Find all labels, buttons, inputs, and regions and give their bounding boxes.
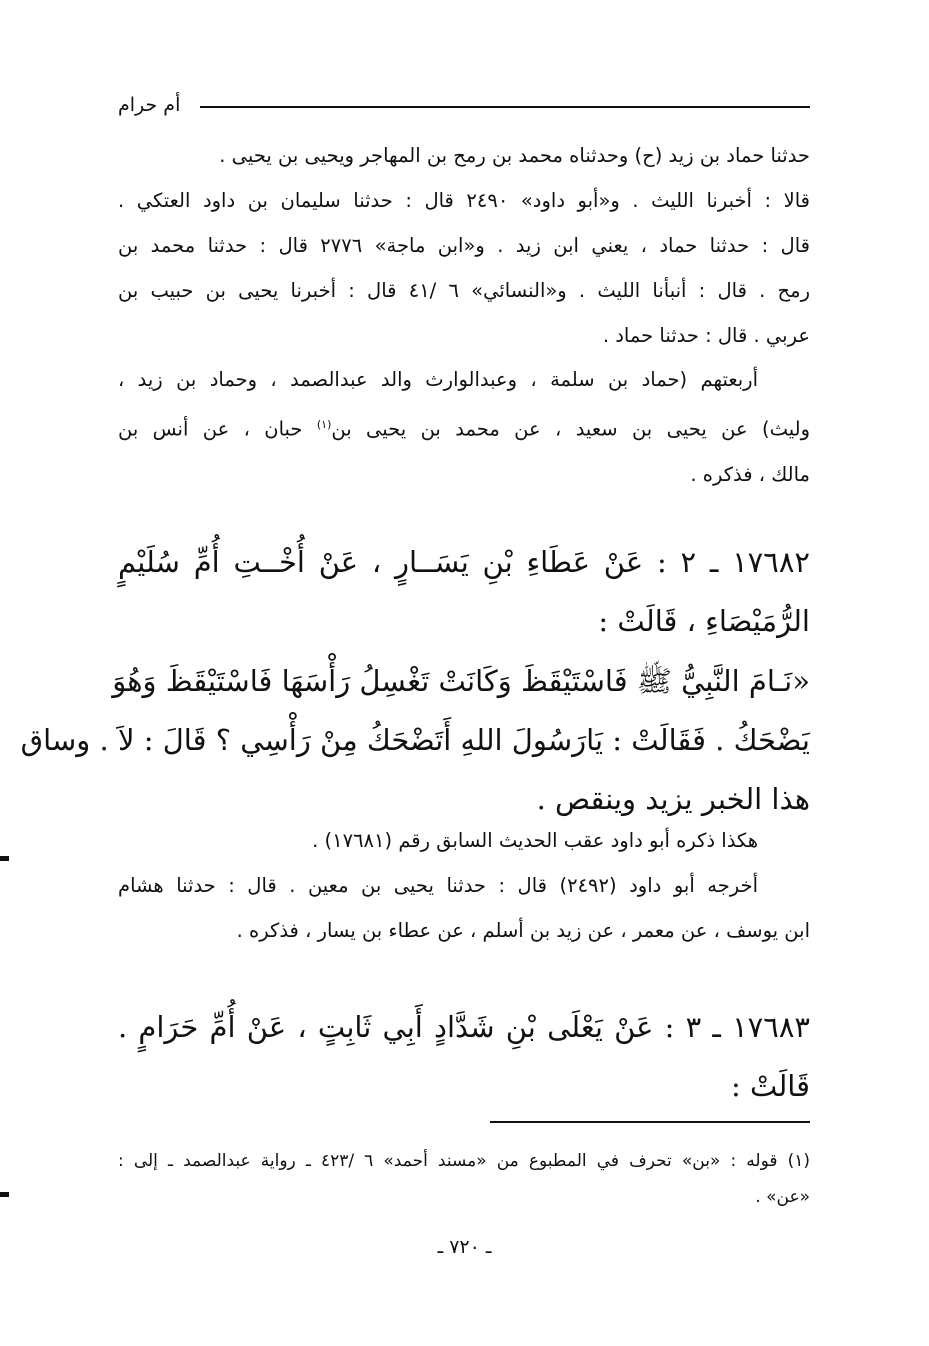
text-line (118, 402, 810, 452)
margin-mark (0, 856, 9, 861)
hadith-heading-17683 (118, 998, 810, 1116)
footnote-line: «عن» . (755, 1187, 810, 1207)
margin-mark (0, 1192, 9, 1197)
text-line: عربي . قال : حدثنا حماد . (602, 324, 810, 347)
hadith-heading-line: ١٧٦٨٢ ـ ٢ : عَنْ عَطَاءِ بْنِ يَسَــارٍ ، عَنْ أُخْــتِ أُمِّ سُلَيْمٍ (118, 545, 810, 579)
footnote-line: (١) قوله : «بن» تحرف في المطبوع من «مسند أحمد» ٦ /٤٢٣ ـ رواية عبدالصمد ـ إلى : (118, 1151, 810, 1171)
header-rule (200, 106, 810, 108)
text-line: حدثنا حماد بن زيد (ح) وحدثناه محمد بن رمح بن المهاجر ويحيى بن يحيى . (219, 144, 810, 167)
footnote (118, 1143, 810, 1215)
isnad-paragraph-2 (118, 357, 810, 497)
text-line: قال : حدثنا حماد ، يعني ابن زيد . و«ابن ماجة» ٢٧٧٦ قال : حدثنا محمد بن (118, 234, 810, 257)
text-segment: حبان ، عن أنس بن (118, 417, 303, 441)
text-line: أخرجه أبو داود (٢٤٩٢) قال : حدثنا يحيى بن معين . قال : حدثنا هشام (118, 874, 758, 897)
footnote-marker: (١) (316, 418, 332, 431)
hadith-heading-line: قَالَتْ : (731, 1069, 810, 1103)
text-line: أربعتهم (حماد بن سلمة ، وعبدالوارث والد عبدالصمد ، وحماد بن زيد ، (118, 368, 758, 391)
text-line: قالا : أخبرنا الليث . و«أبو داود» ٢٤٩٠ قال : حدثنا سليمان بن داود العتكي . (118, 189, 810, 212)
isnad-paragraph-1 (118, 133, 810, 358)
page-number: ـ ٧٢٠ ـ (437, 1236, 492, 1258)
hadith-heading-17682 (118, 533, 810, 651)
hadith-text-line: «نَـامَ النَّبِيُّ ﷺ فَاسْتَيْقَظَ وَكَانَتْ تَغْسِلُ رَأْسَهَا فَاسْتَيْقَظَ وَهُوَ (112, 664, 810, 698)
hadith-heading-line: الرُّمَيْصَاءِ ، قَالَتْ : (598, 604, 810, 638)
text-line: رمح . قال : أنبأنا الليث . و«النسائي» ٦ /٤١ قال : أخبرنا يحيى بن حبيب بن (118, 279, 810, 302)
text-line: هكذا ذكره أبو داود عقب الحديث السابق رقم (١٧٦٨١) . (312, 829, 758, 852)
takhrij-notes-17682 (118, 818, 810, 953)
hadith-text-line: يَضْحَكُ . فَقَالَتْ : يَارَسُولَ اللهِ أَتَضْحَكُ مِنْ رَأْسِي ؟ قَالَ : لاَ . وساق (20, 723, 810, 757)
text-line: ابن يوسف ، عن معمر ، عن زيد بن أسلم ، عن عطاء بن يسار ، فذكره . (236, 919, 810, 942)
hadith-text-17682 (20, 652, 810, 829)
hadith-text-line: هذا الخبر يزيد وينقص . (536, 782, 810, 816)
hadith-heading-line: ١٧٦٨٣ ـ ٣ : عَنْ يَعْلَى بْنِ شَدَّادٍ أَبِي ثَابِتٍ ، عَنْ أُمِّ حَرَامٍ . (118, 1010, 810, 1044)
text-segment: وليث) عن يحيى بن سعيد ، عن محمد بن يحيى بن (331, 417, 810, 441)
running-title: أم حرام (118, 94, 181, 116)
text-line: مالك ، فذكره . (690, 462, 810, 486)
footnote-rule (490, 1121, 810, 1123)
